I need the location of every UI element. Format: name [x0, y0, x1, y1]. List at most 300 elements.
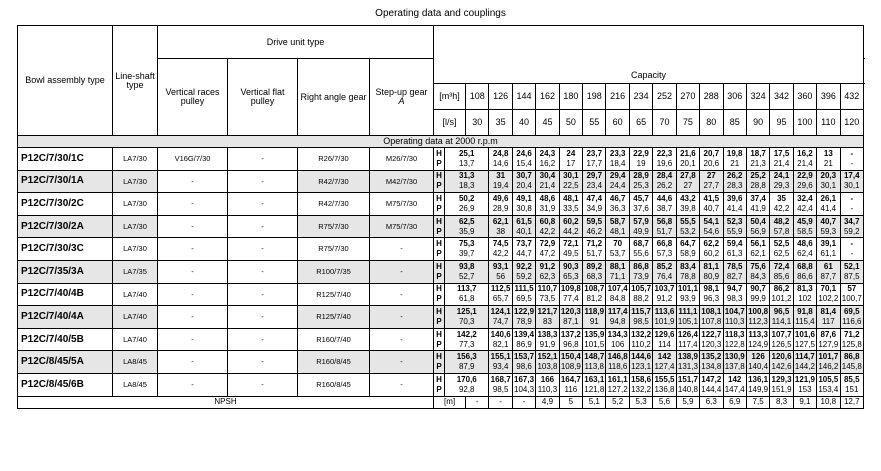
h-value: 68,8 — [797, 261, 813, 271]
capacity-value: 432 — [840, 84, 864, 110]
line-shaft-type: LA7/40 — [113, 306, 158, 329]
p-value: 38,7 — [656, 203, 673, 213]
h-value: 16,2 — [797, 148, 813, 158]
right-angle-gear: R75/7/30 — [298, 215, 370, 238]
step-up-gear-label: Step-up gear — [375, 87, 428, 97]
p-value: 73,9 — [633, 271, 649, 281]
p-value: 91,2 — [656, 294, 673, 304]
h-value: 142,2 — [456, 329, 477, 339]
h-value: 120,3 — [560, 306, 581, 316]
h-value: - — [850, 148, 854, 158]
h-value: 151,7 — [677, 374, 698, 384]
h-value: 134,3 — [607, 329, 628, 339]
h-value: 48,1 — [563, 193, 579, 203]
hp-value-cell — [676, 306, 699, 329]
npsh-value: 10,8 — [817, 396, 840, 408]
bowl-assembly-type: P12C/7/35/3A — [18, 260, 113, 283]
p-value: 151,9 — [771, 384, 792, 394]
p-value: 49,5 — [563, 249, 579, 259]
p-label: P — [436, 158, 442, 168]
hp-value-cell — [676, 283, 699, 306]
h-value: 73,7 — [516, 239, 532, 249]
header-line-shaft-type: Line-shaft type — [113, 26, 158, 136]
hp-labels — [434, 170, 445, 193]
hp-value-cell — [793, 238, 816, 261]
p-value: 57,8 — [773, 226, 790, 236]
hp-value-cell — [746, 170, 769, 193]
p-value: 18,4 — [609, 158, 626, 168]
hp-value-cell — [489, 328, 512, 351]
p-value: 145,8 — [841, 362, 862, 372]
p-value: 61,8 — [458, 294, 475, 304]
h-value: 66,8 — [656, 239, 673, 249]
hp-value-cell — [817, 148, 840, 171]
hp-value-cell — [676, 148, 699, 171]
h-value: 41,5 — [703, 193, 720, 203]
hp-value-cell — [629, 373, 652, 396]
hp-value-cell — [536, 283, 559, 306]
hp-value-cell — [793, 215, 816, 238]
vertical-races-pulley: - — [158, 260, 228, 283]
p-value: 55,9 — [726, 226, 743, 236]
p-label: P — [436, 339, 442, 349]
h-value: 107,7 — [771, 329, 792, 339]
h-value: 166 — [540, 374, 555, 384]
hp-value-cell — [723, 283, 746, 306]
h-value: 118,9 — [584, 306, 605, 316]
h-value: 124,1 — [490, 306, 511, 316]
bowl-assembly-type: P12C/7/40/4B — [18, 283, 113, 306]
page-title: Operating data and couplings — [375, 8, 506, 19]
vertical-races-pulley: V16G/7/30 — [158, 148, 228, 171]
hp-value-cell — [489, 351, 512, 374]
hp-value-cell — [629, 238, 652, 261]
h-value: 24,3 — [539, 148, 556, 158]
h-label: H — [436, 284, 442, 294]
p-value: 26,2 — [656, 181, 673, 191]
hp-value-cell — [676, 238, 699, 261]
p-value: 62,1 — [750, 249, 766, 259]
p-value: 87,5 — [843, 271, 860, 281]
h-value: 101,1 — [677, 284, 698, 294]
h-label: H — [436, 374, 442, 384]
h-value: 88,1 — [609, 261, 626, 271]
h-value: 138,9 — [677, 352, 698, 362]
h-value: 89,2 — [586, 261, 603, 271]
p-value: 101,2 — [771, 294, 792, 304]
hp-value-cell — [559, 306, 582, 329]
p-value: 77,3 — [458, 339, 475, 349]
hp-value-cell — [746, 260, 769, 283]
p-value: 41,9 — [750, 203, 766, 213]
hp-value-cell — [629, 148, 652, 171]
hp-value-cell — [512, 328, 535, 351]
hp-value-cell — [559, 260, 582, 283]
h-value: 170,6 — [456, 374, 477, 384]
h-value: 135,2 — [701, 352, 722, 362]
h-value: 22,3 — [656, 148, 673, 158]
hp-value-cell — [489, 193, 512, 216]
capacity-value: 342 — [770, 84, 793, 110]
hp-value-cell — [723, 351, 746, 374]
hp-value-cell — [700, 148, 723, 171]
hp-value-cell — [583, 260, 606, 283]
hp-labels — [434, 306, 445, 329]
p-value: 56,9 — [750, 226, 766, 236]
h-value: 98,1 — [703, 284, 720, 294]
hp-value-cell — [583, 148, 606, 171]
header-vertical-flat-pulley: Vertical flat pulley — [228, 59, 298, 136]
p-value: 105,1 — [677, 316, 698, 326]
hp-labels — [434, 351, 445, 374]
hp-value-cell — [606, 193, 629, 216]
capacity-value: 90 — [746, 110, 769, 136]
hp-value-cell — [512, 193, 535, 216]
hp-labels — [434, 260, 445, 283]
p-value: 94,8 — [609, 316, 626, 326]
h-value: 144,6 — [631, 352, 652, 362]
hp-value-cell — [793, 351, 816, 374]
hp-value-cell — [559, 328, 582, 351]
p-value: 59,2 — [843, 226, 860, 236]
p-value: 42,2 — [773, 203, 790, 213]
h-value: 138,3 — [537, 329, 558, 339]
hp-value-cell — [653, 351, 676, 374]
p-value: 21 — [730, 158, 740, 168]
h-value: 37,4 — [750, 193, 766, 203]
header-right-angle-gear: Right angle gear — [298, 59, 370, 136]
p-value: 48,1 — [609, 226, 626, 236]
npsh-label: NPSH — [18, 396, 434, 408]
p-value: 146,2 — [818, 362, 839, 372]
table-row — [18, 170, 864, 193]
hp-value-cell — [559, 193, 582, 216]
npsh-value: 5,2 — [606, 396, 629, 408]
h-value: 126,4 — [677, 329, 698, 339]
hp-value-cell — [700, 306, 723, 329]
p-value: 42,4 — [797, 203, 813, 213]
npsh-value: - — [489, 396, 512, 408]
p-value: 136,8 — [654, 384, 675, 394]
h-value: 105,5 — [818, 374, 839, 384]
p-label: P — [436, 249, 442, 259]
hp-value-cell — [840, 373, 864, 396]
h-label: H — [436, 193, 442, 203]
hp-value-cell — [746, 351, 769, 374]
npsh-unit: [m] — [434, 396, 466, 408]
h-value: 40,7 — [820, 216, 837, 226]
hp-value-cell — [445, 306, 489, 329]
p-value: 153,4 — [818, 384, 839, 394]
h-value: 129,3 — [771, 374, 792, 384]
hp-value-cell — [700, 260, 723, 283]
capacity-value: 198 — [583, 84, 606, 110]
p-value: 114,1 — [771, 316, 792, 326]
hp-value-cell — [700, 283, 723, 306]
p-value: 44,7 — [516, 249, 532, 259]
vertical-races-pulley: - — [158, 215, 228, 238]
h-value: 142 — [728, 374, 742, 384]
h-label: H — [436, 329, 442, 339]
p-value: 137,8 — [724, 362, 745, 372]
p-value: 71,1 — [609, 271, 626, 281]
h-value: 61,5 — [516, 216, 532, 226]
p-value: 88,2 — [633, 294, 649, 304]
p-value: 101,9 — [654, 316, 675, 326]
p-value: 49,9 — [633, 226, 649, 236]
h-value: - — [850, 239, 854, 249]
p-value: 53,2 — [680, 226, 696, 236]
p-value: 21,4 — [773, 158, 790, 168]
capacity-value: 180 — [559, 84, 582, 110]
step-up-gear: - — [370, 306, 434, 329]
hp-value-cell — [817, 328, 840, 351]
vertical-races-pulley: - — [158, 373, 228, 396]
capacity-value: 40 — [512, 110, 535, 136]
hp-value-cell — [840, 351, 864, 374]
hp-value-cell — [583, 215, 606, 238]
table-row — [18, 373, 864, 396]
capacity-value: 45 — [536, 110, 559, 136]
hp-value-cell — [723, 328, 746, 351]
hp-value-cell — [629, 193, 652, 216]
h-value: 50,4 — [750, 216, 766, 226]
h-value: 25,1 — [458, 148, 475, 158]
h-value: 94,7 — [726, 284, 743, 294]
h-value: 122,7 — [701, 329, 722, 339]
hp-value-cell — [536, 351, 559, 374]
hp-value-cell — [512, 283, 535, 306]
hp-value-cell — [723, 373, 746, 396]
p-value: 127,5 — [794, 339, 815, 349]
hp-value-cell — [606, 283, 629, 306]
h-value: 135,9 — [584, 329, 605, 339]
hp-value-cell — [723, 260, 746, 283]
hp-value-cell — [840, 148, 864, 171]
h-value: 142 — [657, 352, 672, 362]
table-row — [18, 148, 864, 171]
hp-value-cell — [676, 170, 699, 193]
h-value: - — [850, 193, 854, 203]
h-value: 47,4 — [586, 193, 603, 203]
h-value: 156,3 — [456, 352, 477, 362]
h-value: 86,2 — [773, 284, 790, 294]
hp-value-cell — [489, 260, 512, 283]
h-value: 122,9 — [514, 306, 535, 316]
vertical-flat-pulley: - — [228, 260, 298, 283]
h-value: 45,7 — [633, 193, 649, 203]
vertical-races-pulley: - — [158, 306, 228, 329]
hp-value-cell — [583, 170, 606, 193]
capacity-value: 216 — [606, 84, 629, 110]
hp-value-cell — [700, 373, 723, 396]
hp-value-cell — [793, 328, 816, 351]
hp-value-cell — [489, 148, 512, 171]
hp-value-cell — [512, 260, 535, 283]
p-value: 142,6 — [771, 362, 792, 372]
p-value: 28,9 — [492, 203, 509, 213]
hp-value-cell — [629, 260, 652, 283]
p-value: 59,3 — [820, 226, 837, 236]
h-value: 39,6 — [726, 193, 743, 203]
p-value: 44,2 — [563, 226, 579, 236]
hp-value-cell — [770, 306, 793, 329]
p-value: 68,3 — [586, 271, 603, 281]
h-value: 27,8 — [680, 171, 696, 181]
capacity-value: 95 — [770, 110, 793, 136]
h-value: 75,6 — [750, 261, 766, 271]
p-value: 117 — [821, 316, 835, 326]
p-value: 37,6 — [633, 203, 649, 213]
table-row — [18, 328, 864, 351]
p-value: 31,9 — [539, 203, 556, 213]
p-value: 93,4 — [492, 362, 509, 372]
hp-value-cell — [559, 238, 582, 261]
h-value: 69,5 — [843, 306, 860, 316]
p-value: 35,9 — [458, 226, 475, 236]
hp-value-cell — [445, 238, 489, 261]
hp-value-cell — [700, 193, 723, 216]
h-value: 19,8 — [726, 148, 743, 158]
p-label: P — [436, 271, 442, 281]
p-value: 98,3 — [726, 294, 743, 304]
step-up-gear: M26/7/30 — [370, 148, 434, 171]
hp-value-cell — [676, 215, 699, 238]
vertical-flat-pulley: - — [228, 328, 298, 351]
hp-value-cell — [445, 373, 489, 396]
hp-value-cell — [746, 215, 769, 238]
bowl-assembly-type: P12C/7/30/3C — [18, 238, 113, 261]
p-value: 27 — [683, 181, 693, 191]
h-value: 56,1 — [750, 239, 766, 249]
h-value: 49,6 — [492, 193, 509, 203]
capacity-value: 30 — [466, 110, 489, 136]
p-value: 115,4 — [795, 316, 815, 326]
step-up-gear: - — [370, 283, 434, 306]
hp-labels — [434, 283, 445, 306]
hp-value-cell — [445, 215, 489, 238]
h-value: 24,1 — [773, 171, 790, 181]
hp-value-cell — [817, 373, 840, 396]
hp-value-cell — [770, 283, 793, 306]
h-value: 101,6 — [794, 329, 815, 339]
hp-value-cell — [653, 306, 676, 329]
h-value: 23,7 — [586, 148, 603, 158]
h-value: 32,4 — [797, 193, 813, 203]
hp-value-cell — [770, 193, 793, 216]
h-value: 110,7 — [537, 284, 558, 294]
p-value: 25,3 — [633, 181, 649, 191]
p-value: 82,7 — [726, 271, 743, 281]
capacity-value: 100 — [793, 110, 816, 136]
hp-value-cell — [746, 148, 769, 171]
h-value: 20,3 — [820, 171, 837, 181]
header-capacity: Capacity — [434, 26, 864, 84]
p-value: - — [850, 203, 854, 213]
h-value: 72,1 — [563, 239, 579, 249]
bowl-assembly-type: P12C/7/30/2C — [18, 193, 113, 216]
h-value: 44,6 — [656, 193, 673, 203]
hp-value-cell — [445, 193, 489, 216]
hp-value-cell — [793, 283, 816, 306]
hp-value-cell — [840, 170, 864, 193]
line-shaft-type: LA7/30 — [113, 148, 158, 171]
capacity-value: 55 — [583, 110, 606, 136]
hp-value-cell — [746, 283, 769, 306]
h-value: 26,2 — [726, 171, 743, 181]
hp-value-cell — [559, 215, 582, 238]
capacity-value: 70 — [653, 110, 676, 136]
h-value: 113,6 — [654, 306, 675, 316]
p-value: 21,3 — [750, 158, 766, 168]
h-value: 140,6 — [490, 329, 511, 339]
p-value: 16,2 — [539, 158, 556, 168]
p-value: 53,7 — [609, 249, 626, 259]
hp-value-cell — [583, 373, 606, 396]
hp-value-cell — [793, 306, 816, 329]
hp-value-cell — [723, 148, 746, 171]
right-angle-gear: R160/7/40 — [298, 328, 370, 351]
hp-value-cell — [536, 170, 559, 193]
p-value: 55,6 — [633, 249, 649, 259]
h-value: 136,1 — [748, 374, 769, 384]
hp-value-cell — [817, 351, 840, 374]
vertical-flat-pulley: - — [228, 170, 298, 193]
p-value: 134,8 — [701, 362, 722, 372]
capacity-value: 234 — [629, 84, 652, 110]
hp-value-cell — [676, 260, 699, 283]
hp-value-cell — [559, 170, 582, 193]
p-value: 99,9 — [750, 294, 766, 304]
p-label: P — [436, 384, 442, 394]
p-value: 144,2 — [794, 362, 815, 372]
hp-labels — [434, 215, 445, 238]
p-value: 110,3 — [537, 384, 558, 394]
p-value: 102 — [798, 294, 812, 304]
bowl-assembly-type: P12C/8/45/5A — [18, 351, 113, 374]
p-value: 124,9 — [748, 339, 769, 349]
p-value: 77,4 — [563, 294, 579, 304]
right-angle-gear: R160/8/45 — [298, 351, 370, 374]
vertical-races-pulley: - — [158, 193, 228, 216]
step-up-gear: M75/7/30 — [370, 215, 434, 238]
p-value: 80,9 — [703, 271, 720, 281]
h-value: 17,5 — [773, 148, 790, 158]
vertical-flat-pulley: - — [228, 148, 298, 171]
h-value: 107,4 — [607, 284, 628, 294]
p-value: 21 — [823, 158, 833, 168]
line-shaft-type: LA7/30 — [113, 215, 158, 238]
step-up-gear: M75/7/30 — [370, 193, 434, 216]
hp-value-cell — [606, 373, 629, 396]
h-value: 30,4 — [539, 171, 556, 181]
h-value: 90,3 — [563, 261, 579, 271]
h-value: 83,4 — [680, 261, 696, 271]
header-step-up-gear — [370, 59, 434, 136]
hp-value-cell — [817, 215, 840, 238]
hp-value-cell — [840, 215, 864, 238]
h-value: 52,1 — [843, 261, 860, 271]
h-value: 164,7 — [560, 374, 581, 384]
hp-value-cell — [489, 170, 512, 193]
right-angle-gear: R100/7/35 — [298, 260, 370, 283]
vertical-races-pulley: - — [158, 170, 228, 193]
h-value: 62,5 — [458, 216, 475, 226]
hp-value-cell — [676, 193, 699, 216]
line-shaft-type: LA7/30 — [113, 193, 158, 216]
p-value: 92,8 — [458, 384, 475, 394]
vertical-flat-pulley: - — [228, 238, 298, 261]
